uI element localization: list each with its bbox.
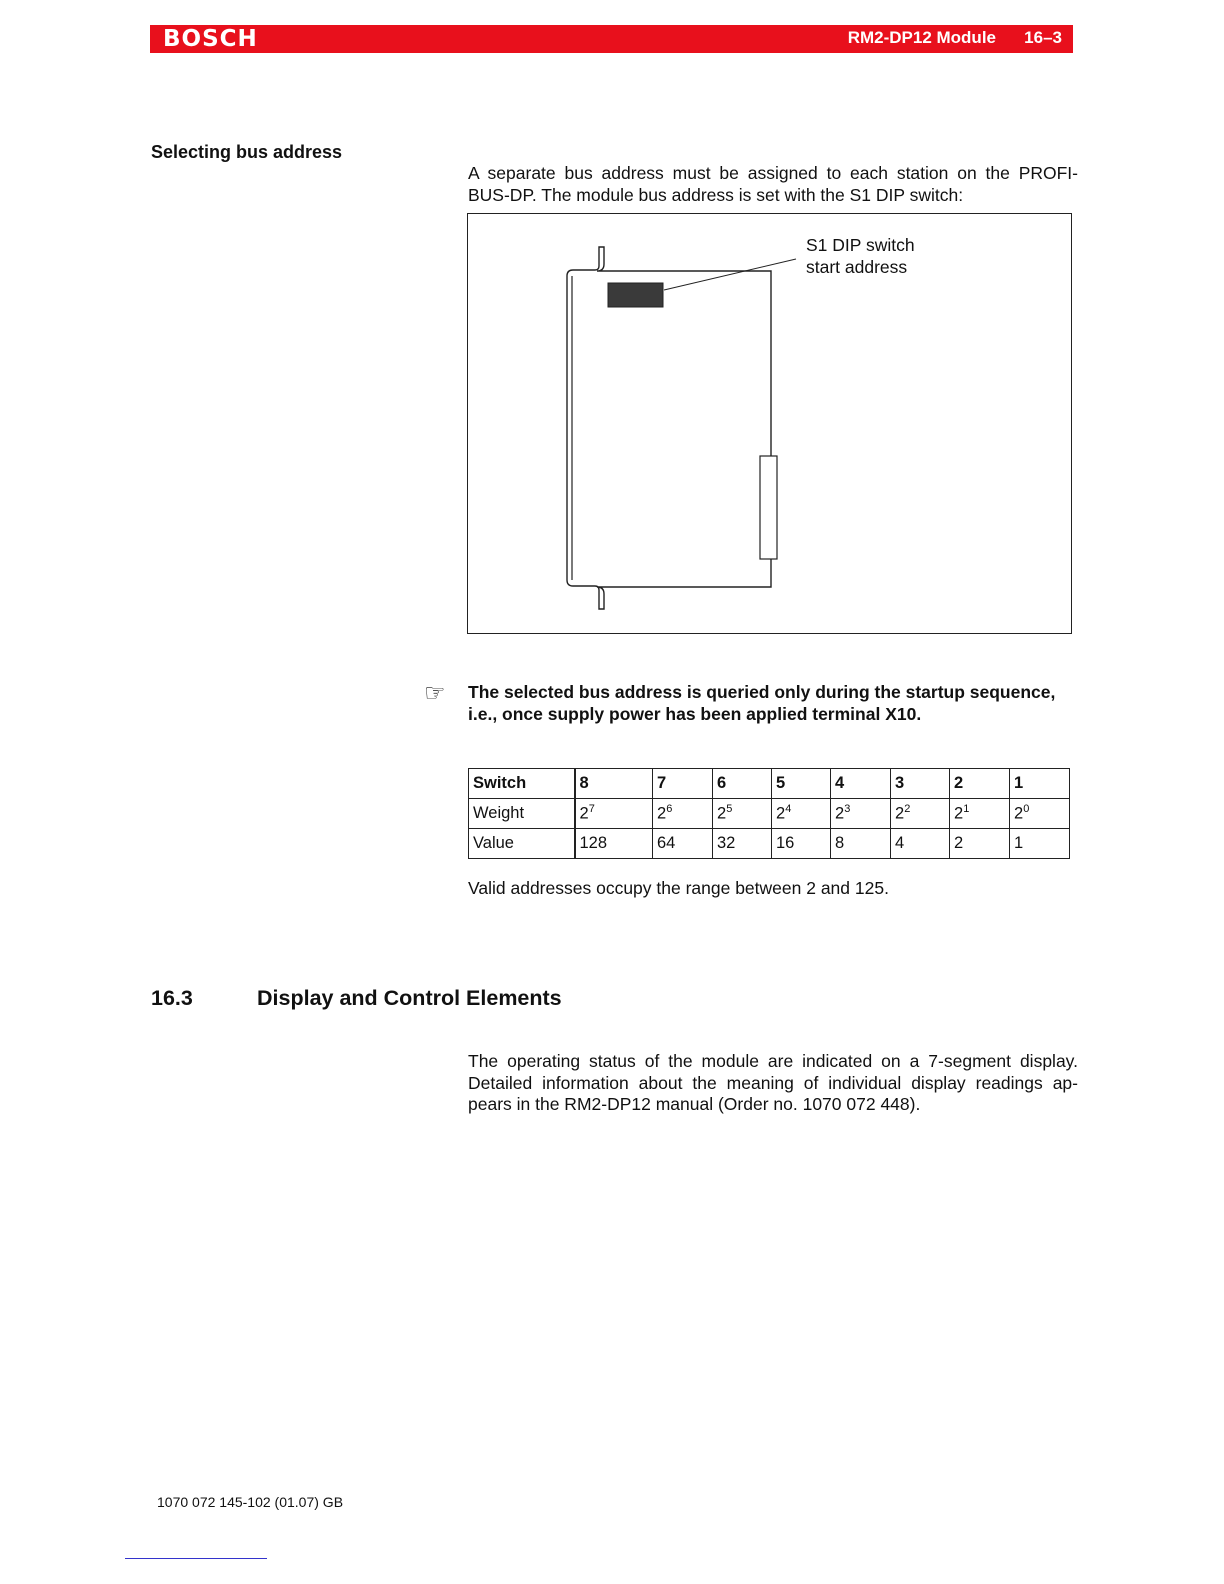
body-line: Detailed information about the meaning of individual display readings ap- <box>468 1072 1078 1093</box>
table-cell: $2^6$ <box>653 799 713 829</box>
table-cell: 64 <box>653 829 713 859</box>
table-cell: $2^1$ <box>950 799 1010 829</box>
table-cell: 1 <box>1010 829 1070 859</box>
table-header-cell: 7 <box>653 769 713 799</box>
figure-label-line: start address <box>806 256 908 277</box>
body-line: The operating status of the module are indicated on a 7-segment display. <box>468 1051 1078 1071</box>
display-paragraph <box>468 1051 1078 1116</box>
section-number: 16.3 <box>151 986 193 1010</box>
table-cell: 4 <box>891 829 950 859</box>
section-title: Display and Control Elements <box>257 986 562 1010</box>
table-row <box>469 829 1070 859</box>
note-line: The selected bus address is queried only during the startup sequence, <box>468 682 1056 702</box>
note-line: i.e., once supply power has been applied terminal X10. <box>468 703 922 724</box>
table-header-cell: 5 <box>772 769 831 799</box>
table-cell: 2 <box>950 829 1010 859</box>
table-row <box>469 769 1070 799</box>
valid-range-text: Valid addresses occupy the range between 2 and 125. <box>468 878 889 898</box>
table-cell: 16 <box>772 829 831 859</box>
table-header-cell: 4 <box>831 769 891 799</box>
doc-number: 1070 072 145-102 (01.07) GB <box>157 1494 344 1510</box>
module-diagram <box>467 213 1072 634</box>
table-header-cell: 1 <box>1010 769 1070 799</box>
table-row <box>469 799 1070 829</box>
table-cell: $2^4$ <box>772 799 831 829</box>
intro-line: A separate bus address must be assigned to each station on the PROFI- <box>468 163 1078 183</box>
dip-switch-s1 <box>608 283 663 307</box>
table-cell: Value <box>469 829 575 859</box>
table-header-cell: 8 <box>575 769 653 799</box>
table-cell: Weight <box>469 799 575 829</box>
table-cell: 128 <box>575 829 653 859</box>
startup-note <box>468 682 1078 725</box>
terminal-connector <box>760 456 777 559</box>
figure-label <box>806 235 915 278</box>
figure-label-line: S1 DIP switch <box>806 235 915 255</box>
table-cell: $2^3$ <box>831 799 891 829</box>
page-number: 16–3 <box>1024 28 1062 47</box>
module-drawing <box>468 214 1073 635</box>
intro-line: BUS-DP. The module bus address is set with the S1 DIP switch: <box>468 184 964 205</box>
table-header-cell: 6 <box>713 769 772 799</box>
table-cell: $2^0$ <box>1010 799 1070 829</box>
table-header-cell: 3 <box>891 769 950 799</box>
side-heading-bus-address: Selecting bus address <box>151 142 343 162</box>
table-header-cell: Switch <box>469 769 575 799</box>
label-leader-line <box>664 259 796 290</box>
address-weight-table <box>468 768 1070 859</box>
module-bracket <box>567 247 771 609</box>
body-line: pears in the RM2-DP12 manual (Order no. 1070 072 448). <box>468 1094 921 1114</box>
table-cell: $2^2$ <box>891 799 950 829</box>
table-cell: 32 <box>713 829 772 859</box>
pointing-hand-icon: ☞ <box>424 680 446 707</box>
footer-rule <box>125 1558 267 1559</box>
bosch-logo: BOSCH <box>163 26 258 52</box>
page-header <box>150 25 1073 53</box>
table-cell: 8 <box>831 829 891 859</box>
intro-paragraph <box>468 163 1078 206</box>
header-title: RM2-DP12 Module <box>847 28 996 47</box>
table-cell: $2^7$ <box>575 799 653 829</box>
table-cell: $2^5$ <box>713 799 772 829</box>
table-header-cell: 2 <box>950 769 1010 799</box>
